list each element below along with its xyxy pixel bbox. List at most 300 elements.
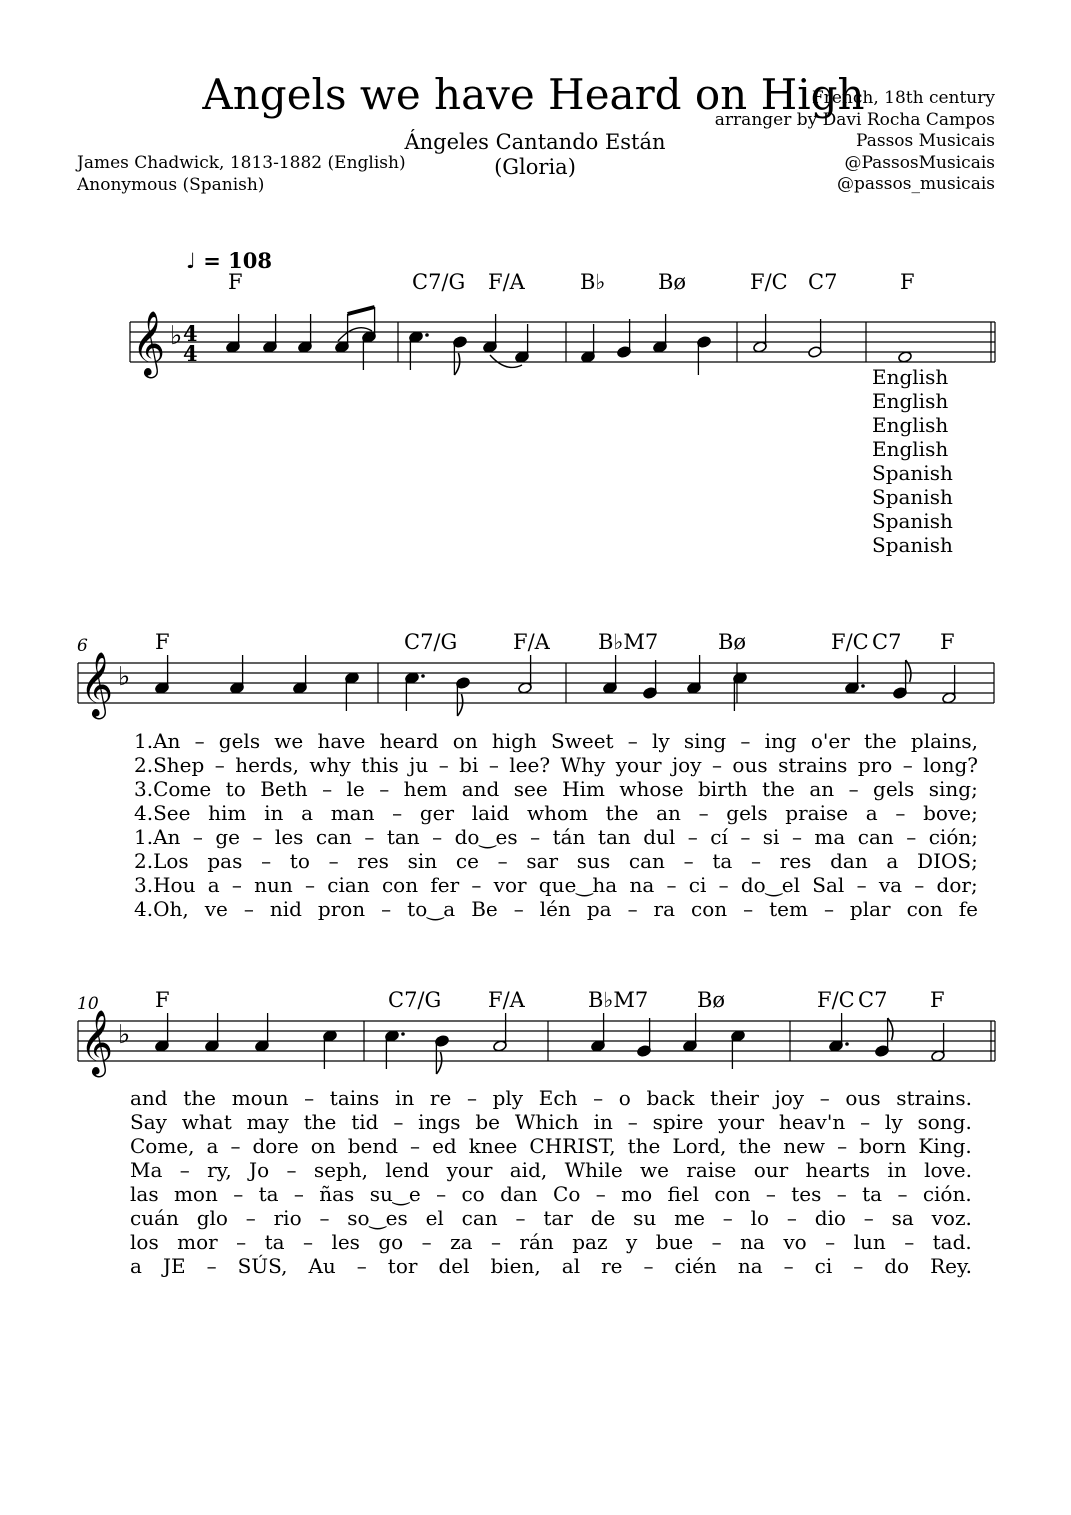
lyric-syllable: JE <box>162 1254 186 1278</box>
lyric-syllable: con <box>714 1182 751 1206</box>
lyric-syllable: ous <box>732 753 768 777</box>
lyric-syllable: – <box>261 849 272 873</box>
lyric-syllable: spire <box>652 1110 704 1134</box>
lyric-syllable: – <box>471 873 482 897</box>
chord-symbol: F/C <box>831 630 869 654</box>
lyric-syllable: lo <box>750 1206 770 1230</box>
note-flag <box>436 1052 441 1074</box>
lyric-syllable: may <box>246 1110 289 1134</box>
chord-symbol: C7 <box>872 630 902 654</box>
social-handle: @PassosMusicais <box>844 153 995 173</box>
time-signature-denominator: 4 <box>183 341 198 366</box>
lyric-syllable: 3.Hou <box>134 873 196 897</box>
treble-clef-icon: 𝄞 <box>80 1010 114 1075</box>
composer-line: French, 18th century <box>811 88 995 108</box>
lyric-syllable: on <box>310 1134 336 1158</box>
lyric-syllable: – <box>304 1086 315 1110</box>
lyric-syllable: heav'n <box>778 1110 846 1134</box>
lyric-syllable: heard <box>379 729 439 753</box>
lyric-syllable: tor <box>387 1254 418 1278</box>
lyric-syllable: Ma <box>130 1158 163 1182</box>
lyric-syllable: plar <box>849 897 891 921</box>
lyric-syllable: sing <box>683 729 727 753</box>
lyric-syllable: – <box>488 753 499 777</box>
lyric-syllable: Rey. <box>930 1254 972 1278</box>
lyric-syllable: – <box>491 1230 501 1254</box>
lyric-syllable: bien, <box>490 1254 541 1278</box>
chord-symbol: F/A <box>488 270 525 294</box>
lyric-syllable: con <box>906 897 943 921</box>
lyric-syllable: tes <box>791 1182 822 1206</box>
lyric-syllable: King. <box>918 1134 972 1158</box>
lyric-syllable: – <box>497 849 508 873</box>
lyric-syllable: sar <box>526 849 559 873</box>
page-title: Angels we have Heard on High <box>202 70 865 119</box>
lyric-syllable: ge <box>215 825 240 849</box>
lyric-syllable: – <box>393 1110 404 1134</box>
lyric-syllable: see <box>513 777 548 801</box>
lyric-syllable: o'er <box>810 729 850 753</box>
lyric-syllable: dio <box>814 1206 846 1230</box>
lyric-syllable: love. <box>924 1158 972 1182</box>
lyric-syllable: the <box>183 1086 217 1110</box>
lyric-syllable: paz <box>572 1230 608 1254</box>
lyric-syllable: – <box>322 777 333 801</box>
treble-clef-icon: 𝄞 <box>80 652 114 717</box>
lyric-syllable: the <box>863 729 897 753</box>
lyric-syllable: born <box>859 1134 907 1158</box>
lyric-syllable: – <box>530 825 541 849</box>
chord-symbol: F/A <box>513 630 550 654</box>
lyric-syllable: your <box>615 753 662 777</box>
flat-icon: ♭ <box>170 321 183 351</box>
lyric-syllable: re <box>429 1086 452 1110</box>
lyric-syllable: ma <box>814 825 846 849</box>
lyric-syllable: the <box>303 1110 337 1134</box>
lyric-syllable: herds, <box>235 753 299 777</box>
lyric-syllable: – <box>303 1230 313 1254</box>
lyric-syllable: While <box>564 1158 623 1182</box>
tempo-marking: ♩ = 108 <box>186 248 272 273</box>
lyric-syllable: lun <box>853 1230 886 1254</box>
chord-symbol: F/A <box>488 988 525 1012</box>
note-dot <box>421 674 425 678</box>
lyric-syllable: moun <box>231 1086 289 1110</box>
lyric-syllable: cién <box>674 1254 717 1278</box>
lyric-syllable: in <box>394 1086 415 1110</box>
voice-label: English <box>872 389 949 413</box>
lyric-syllable: ce <box>455 849 479 873</box>
lyric-syllable: – <box>823 897 834 921</box>
lyric-syllable: mor <box>177 1230 218 1254</box>
lyric-syllable: – <box>740 729 751 753</box>
voice-label: English <box>872 365 949 389</box>
lyric-syllable: can <box>628 849 665 873</box>
lyric-syllable: what <box>181 1110 232 1134</box>
lyric-syllable: seph, <box>313 1158 368 1182</box>
lyric-syllable: 1.An <box>134 825 181 849</box>
lyric-syllable: in <box>264 801 284 825</box>
lyric-syllable: 4.See <box>134 801 191 825</box>
lyric-syllable: can <box>461 1206 498 1230</box>
lyric-syllable: ply <box>492 1086 524 1110</box>
lyric-syllable: the <box>605 801 639 825</box>
lyric-syllable: Beth <box>260 777 308 801</box>
lyric-syllable: ta <box>264 1230 285 1254</box>
lyric-syllable: your <box>718 1110 765 1134</box>
lyric-syllable: – <box>791 825 802 849</box>
lyric-syllable: Him <box>562 777 605 801</box>
lyric-syllable: ta <box>258 1182 279 1206</box>
chord-symbol: C7 <box>808 270 838 294</box>
lyric-syllable: Ech <box>538 1086 578 1110</box>
lyric-syllable: ous <box>845 1086 881 1110</box>
lyric-syllable: this <box>361 753 399 777</box>
lyric-syllable: na <box>737 1254 763 1278</box>
chord-symbol: B♭ <box>580 270 606 294</box>
lyric-syllable: fer <box>430 873 460 897</box>
lyric-syllable: – <box>860 1110 871 1134</box>
lyric-syllable: me <box>674 1206 705 1230</box>
lyric-syllable: can <box>315 825 352 849</box>
lyric-syllable: tad. <box>932 1230 972 1254</box>
lyric-syllable: Come, <box>130 1134 195 1158</box>
voice-label: Spanish <box>872 533 953 557</box>
lyric-syllable: – <box>914 873 925 897</box>
lyric-syllable: lend <box>385 1158 430 1182</box>
lyric-syllable: – <box>293 1182 304 1206</box>
lyric-syllable: a <box>865 801 878 825</box>
lyric-syllable: why <box>309 753 351 777</box>
lyric-syllable: glo <box>196 1206 228 1230</box>
lyric-syllable: – <box>245 1206 256 1230</box>
lyric-syllable: strains <box>778 753 848 777</box>
lyric-syllable: ed <box>432 1134 457 1158</box>
lyric-syllable: – <box>837 1134 848 1158</box>
lyric-syllable: lén <box>539 897 571 921</box>
lyric-syllable: con <box>381 873 419 897</box>
publisher-line: Passos Musicais <box>856 131 995 151</box>
lyric-syllable: fe <box>958 897 978 921</box>
lyric-syllable: in <box>887 1158 907 1182</box>
lyric-syllable: – <box>666 873 677 897</box>
lyric-syllable: – <box>904 1230 915 1254</box>
lyric-syllable: – <box>286 1158 297 1182</box>
lyric-syllable: co <box>461 1182 485 1206</box>
lyric-syllable: a <box>206 1134 219 1158</box>
lyric-syllable: ta <box>712 849 733 873</box>
lyric-syllable: ta <box>862 1182 883 1206</box>
lyric-syllable: – <box>906 825 917 849</box>
lyric-syllable: do‿es <box>454 825 518 849</box>
lyric-syllable: long? <box>923 753 978 777</box>
lyric-syllable: an <box>809 777 835 801</box>
lyric-syllable: – <box>194 729 205 753</box>
lyric-syllable: man <box>330 801 375 825</box>
lyric-syllable: – <box>236 1230 247 1254</box>
lyric-syllable: back <box>646 1086 695 1110</box>
lyric-syllable: birth <box>698 777 748 801</box>
lyric-syllable: Co <box>553 1182 581 1206</box>
lyric-syllable: pa <box>586 897 612 921</box>
voice-label: Spanish <box>872 485 953 509</box>
lyric-syllable: have <box>317 729 366 753</box>
lyric-syllable: new <box>783 1134 826 1158</box>
lyric-syllable: – <box>740 825 751 849</box>
lyric-syllable: – <box>683 849 694 873</box>
lyric-syllable: y <box>625 1230 638 1254</box>
lyric-syllable: – <box>214 753 225 777</box>
chord-symbol: Bø <box>697 988 726 1012</box>
lyric-syllable: sus <box>576 849 611 873</box>
lyric-syllable: ry, <box>207 1158 232 1182</box>
lyric-syllable: – <box>743 897 754 921</box>
lyric-syllable: – <box>627 1110 638 1134</box>
lyric-syllable: Say <box>130 1110 167 1134</box>
lyric-syllable: a <box>207 873 220 897</box>
lyric-syllable: and <box>461 777 500 801</box>
lyric-syllable: le <box>346 777 365 801</box>
lyric-syllable: les <box>274 825 304 849</box>
lyric-syllable: – <box>819 1086 830 1110</box>
lyric-syllable: que‿ha <box>538 873 618 897</box>
lyric-syllable: re <box>601 1254 623 1278</box>
lyric-syllable: we <box>640 1158 669 1182</box>
lyric-syllable: hem <box>403 777 448 801</box>
lyric-syllable: the <box>738 1134 772 1158</box>
lyric-syllable: tains <box>329 1086 380 1110</box>
chord-symbol: Bø <box>718 630 747 654</box>
lyric-syllable: rio <box>273 1206 302 1230</box>
lyric-syllable: – <box>722 1206 733 1230</box>
measure-number: 10 <box>77 994 99 1014</box>
lyric-syllable: el <box>425 1206 444 1230</box>
lyric-syllable: tem <box>769 897 808 921</box>
lyric-syllable: strains. <box>896 1086 972 1110</box>
chord-symbol: C7/G <box>404 630 458 654</box>
lyric-syllable: – <box>786 1206 797 1230</box>
lyric-syllable: the <box>627 1134 661 1158</box>
lyric-syllable: your <box>446 1158 493 1182</box>
lyric-syllable: a <box>301 801 313 825</box>
lyric-syllable: – <box>513 897 524 921</box>
lyric-syllable: an <box>656 801 681 825</box>
lyric-syllable: – <box>231 873 242 897</box>
lyric-syllable: ción. <box>922 1182 972 1206</box>
note-head <box>898 351 913 364</box>
lyric-syllable: si <box>762 825 780 849</box>
lyric-syllable: raise <box>686 1158 737 1182</box>
chord-symbol: B♭M7 <box>598 630 659 654</box>
lyric-syllable: rán <box>519 1230 554 1254</box>
note-dot <box>425 333 429 337</box>
voice-label: Spanish <box>872 509 953 533</box>
lyric-syllable: – <box>436 1182 447 1206</box>
note-dot <box>401 1032 405 1036</box>
lyric-syllable: na <box>629 873 655 897</box>
lyric-syllable: na <box>740 1230 765 1254</box>
chord-symbol: C7/G <box>388 988 442 1012</box>
lyric-syllable: tan <box>386 825 420 849</box>
lyric-syllable: their <box>710 1086 759 1110</box>
quarter-note-icon: ♩ <box>186 248 196 273</box>
lyric-syllable: ci <box>688 873 707 897</box>
time-signature-numerator: 4 <box>183 321 198 346</box>
lyric-syllable: voz. <box>931 1206 972 1230</box>
chord-symbol: F <box>228 270 243 294</box>
lyric-syllable: do <box>884 1254 910 1278</box>
treble-clef-icon: 𝄞 <box>132 311 166 376</box>
lyric-syllable: – <box>319 1206 330 1230</box>
lyric-syllable: a <box>130 1254 142 1278</box>
lyric-syllable: Au <box>308 1254 336 1278</box>
lyric-syllable: – <box>853 1254 864 1278</box>
lyric-syllable: dul <box>643 825 676 849</box>
lyric-syllable: – <box>863 1206 874 1230</box>
lyric-syllable: a <box>886 849 899 873</box>
lyric-syllable: Be <box>471 897 498 921</box>
chord-symbol: F <box>155 630 170 654</box>
lyric-syllable: to‿a <box>407 897 456 921</box>
lyric-syllable: can <box>857 825 894 849</box>
lyric-syllable: sing; <box>928 777 978 801</box>
lyric-syllable: al <box>561 1254 581 1278</box>
lyric-syllable: – <box>627 729 638 753</box>
lyric-syllable: – <box>902 753 913 777</box>
lyric-syllable: su‿e <box>369 1182 421 1206</box>
lyric-syllable: tar <box>543 1206 573 1230</box>
lyric-syllable: – <box>432 825 443 849</box>
lyric-syllable: knee <box>468 1134 518 1158</box>
lyric-syllable: Which <box>514 1110 579 1134</box>
lyric-syllable: – <box>711 1230 722 1254</box>
lyric-syllable: – <box>233 1182 244 1206</box>
lyric-syllable: – <box>206 1254 217 1278</box>
lyric-syllable: – <box>179 1158 190 1182</box>
lyric-syllable: dan <box>830 849 868 873</box>
lyric-syllable: – <box>836 1182 847 1206</box>
lyric-syllable: con <box>691 897 728 921</box>
lyric-syllable: whose <box>619 777 684 801</box>
lyric-syllable: – <box>751 849 762 873</box>
lyric-syllable: cian <box>327 873 370 897</box>
lyric-syllable: 2.Los <box>134 849 189 873</box>
lyric-syllable: fiel <box>667 1182 700 1206</box>
lyric-syllable: za <box>450 1230 473 1254</box>
chord-symbol: F <box>940 630 955 654</box>
lyric-syllable: tan <box>597 825 631 849</box>
lyric-syllable: res <box>779 849 812 873</box>
lyric-syllable: su <box>633 1206 657 1230</box>
lyric-syllable: de <box>590 1206 616 1230</box>
social-handle: @passos_musicais <box>837 174 995 194</box>
lyric-syllable: 3.Come <box>134 777 212 801</box>
lyric-syllable: mon <box>173 1182 218 1206</box>
lyric-syllable: – <box>627 897 638 921</box>
lyric-syllable: dore <box>252 1134 299 1158</box>
lyric-syllable: DIOS; <box>917 849 978 873</box>
lyric-syllable: 4.Oh, <box>134 897 189 921</box>
lyric-syllable: las <box>130 1182 159 1206</box>
flat-icon: ♭ <box>118 662 131 692</box>
lyric-syllable: – <box>711 753 722 777</box>
lyric-syllable: – <box>410 1134 421 1158</box>
lyric-syllable: laid <box>471 801 510 825</box>
lyric-syllable: – <box>305 873 316 897</box>
lyric-syllable: nun <box>254 873 293 897</box>
lyric-syllable: and <box>130 1086 168 1110</box>
subtitle-spanish: Ángeles Cantando Están <box>404 130 666 154</box>
lyric-syllable: o <box>618 1086 631 1110</box>
lyric-syllable: – <box>687 825 698 849</box>
lyric-syllable: Sal <box>812 873 845 897</box>
lyric-syllable: cuán <box>130 1206 179 1230</box>
lyric-syllable: do‿el <box>740 873 801 897</box>
lyric-syllable: – <box>595 1182 606 1206</box>
lyric-syllable: – <box>848 777 859 801</box>
lyric-syllable: – <box>515 1206 526 1230</box>
lyric-syllable: so‿es <box>347 1206 408 1230</box>
lyric-syllable: pron <box>317 897 366 921</box>
lyric-syllable: lee? <box>509 753 551 777</box>
voice-label: English <box>872 437 949 461</box>
lyric-syllable: to <box>289 849 310 873</box>
lyric-syllable: – <box>783 1254 794 1278</box>
lyric-syllable: – <box>379 777 390 801</box>
lyric-syllable: tán <box>552 825 586 849</box>
lyric-syllable: Why <box>560 753 606 777</box>
lyric-syllable: hearts <box>805 1158 871 1182</box>
lyric-syllable: we <box>274 729 304 753</box>
lyric-syllable: gels <box>873 777 915 801</box>
lyric-syllable: gels <box>218 729 261 753</box>
flat-icon: ♭ <box>118 1020 131 1050</box>
lyric-syllable: him <box>208 801 247 825</box>
lyric-syllable: – <box>698 801 709 825</box>
lyric-syllable: ings <box>418 1110 461 1134</box>
lyric-syllable: Jo <box>249 1158 270 1182</box>
lyric-syllable: – <box>192 825 203 849</box>
lyric-syllable: sin <box>407 849 438 873</box>
lyric-syllable: dor; <box>936 873 978 897</box>
lyric-syllable: – <box>643 1254 654 1278</box>
lyric-syllable: SÚS, <box>237 1254 288 1278</box>
chord-symbol: F/C <box>750 270 788 294</box>
note-dot <box>845 1042 849 1046</box>
lyric-syllable: ci <box>814 1254 833 1278</box>
lyric-syllable: – <box>392 801 403 825</box>
lyric-syllable: – <box>825 1230 836 1254</box>
lyric-syllable: – <box>856 873 867 897</box>
chord-symbol: F <box>930 988 945 1012</box>
lyric-syllable: CHRIST, <box>529 1134 616 1158</box>
lyric-syllable: res <box>357 849 389 873</box>
lyric-syllable: ly <box>651 729 670 753</box>
lyric-syllable: high <box>491 729 537 753</box>
lyric-syllable: joy <box>671 753 702 777</box>
lyric-syllable: ing <box>764 729 797 753</box>
lyric-syllable: vor <box>493 873 527 897</box>
lyric-syllable: praise <box>785 801 849 825</box>
lyric-syllable: – <box>438 753 449 777</box>
lyric-syllable: – <box>421 1230 432 1254</box>
poet-line: James Chadwick, 1813-1882 (English) <box>77 153 406 173</box>
lyric-syllable: song. <box>917 1110 972 1134</box>
lyric-syllable: del <box>438 1254 470 1278</box>
note-flag <box>454 353 459 375</box>
chord-symbol: F/C <box>817 988 855 1012</box>
lyric-syllable: whom <box>526 801 588 825</box>
